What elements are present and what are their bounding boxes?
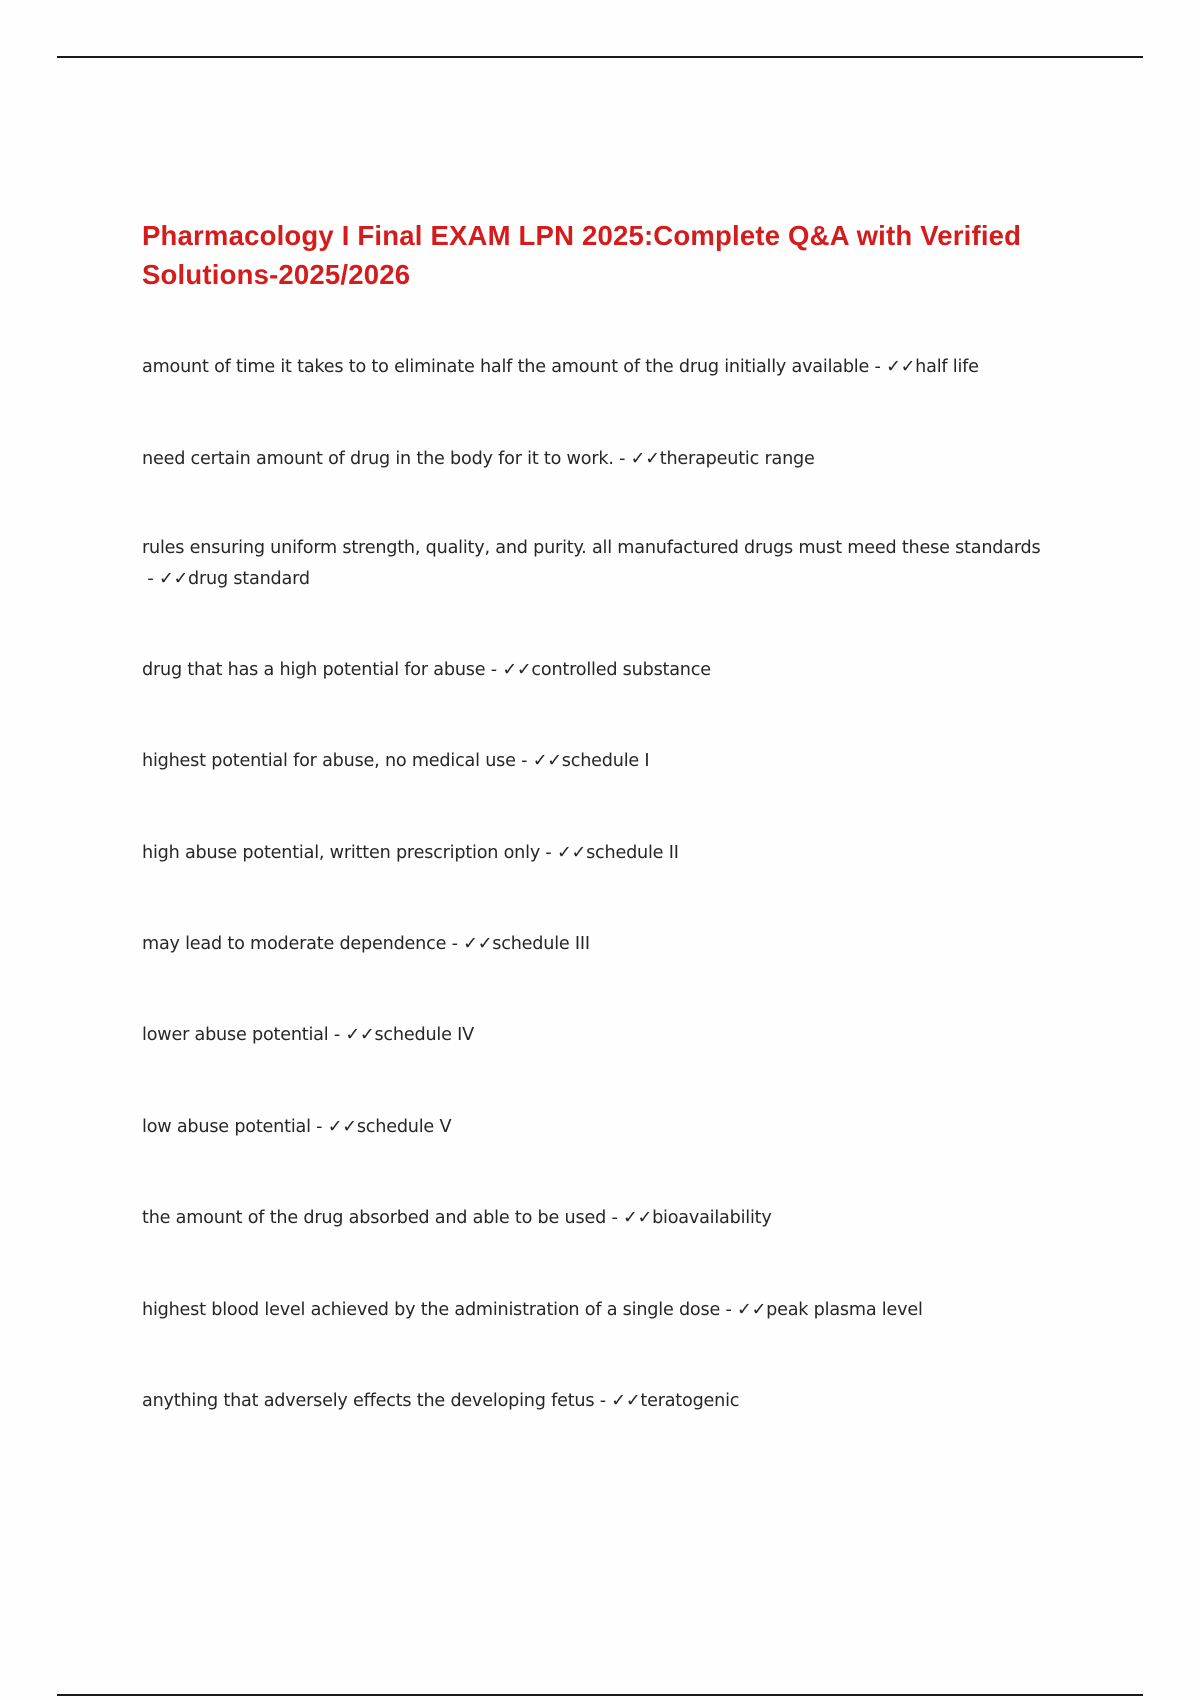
check-mark-icon: ✓✓	[737, 1300, 767, 1320]
question-text: rules ensuring uniform strength, quality, and purity. all manufactured drugs must meed these standards	[142, 538, 1041, 558]
question-text: need certain amount of drug in the body for it to work.	[142, 449, 614, 469]
separator: -	[869, 357, 887, 377]
qa-item	[142, 1112, 1072, 1143]
answer-text: schedule IV	[374, 1025, 474, 1045]
bottom-rule	[57, 1694, 1143, 1696]
check-mark-icon: ✓✓	[532, 751, 562, 771]
qa-item	[142, 1295, 1072, 1326]
check-mark-icon: ✓✓	[345, 1025, 375, 1045]
qa-item	[142, 1386, 1072, 1417]
separator: -	[720, 1300, 738, 1320]
document-title: Pharmacology I Final EXAM LPN 2025:Complete Q&A with Verified Solutions-2025/2026	[142, 220, 1022, 290]
question-text: low abuse potential	[142, 1117, 311, 1137]
check-mark-icon: ✓✓	[886, 357, 916, 377]
question-text: the amount of the drug absorbed and able to be used	[142, 1208, 607, 1228]
check-mark-icon: ✓✓	[622, 1208, 653, 1228]
answer-text: therapeutic range	[659, 449, 815, 469]
check-mark-icon: ✓✓	[463, 934, 493, 954]
check-mark-icon: ✓✓	[556, 843, 587, 863]
separator: -	[446, 934, 464, 954]
answer-text: schedule II	[586, 843, 679, 863]
qa-item	[142, 746, 1072, 777]
qa-item	[142, 444, 1072, 475]
question-text: amount of time it takes to to eliminate half the amount of the drug initially available	[142, 357, 870, 377]
answer-text: teratogenic	[640, 1391, 740, 1411]
qa-item	[142, 352, 1072, 383]
question-text: high abuse potential, written prescription only	[142, 843, 541, 863]
check-mark-icon: ✓✓	[502, 660, 532, 680]
separator: -	[606, 1208, 623, 1228]
answer-text: peak plasma level	[766, 1300, 923, 1320]
answer-text: schedule I	[561, 751, 650, 771]
qa-item	[142, 1020, 1072, 1051]
top-rule	[57, 56, 1143, 58]
answer-text: half life	[915, 357, 979, 377]
qa-item	[142, 838, 1072, 869]
separator: -	[515, 751, 533, 771]
question-text: lower abuse potential	[142, 1025, 329, 1045]
separator: -	[540, 843, 557, 863]
check-mark-icon: ✓✓	[630, 449, 660, 469]
qa-item	[142, 655, 1072, 686]
separator: -	[142, 569, 159, 589]
answer-text: drug standard	[188, 569, 310, 589]
question-text: anything that adversely effects the developing fetus	[142, 1391, 595, 1411]
separator: -	[613, 449, 631, 469]
question-text: highest blood level achieved by the administration of a single dose	[142, 1300, 721, 1320]
qa-item	[142, 1203, 1072, 1234]
question-text: highest potential for abuse, no medical use	[142, 751, 516, 771]
check-mark-icon: ✓✓	[158, 569, 189, 589]
qa-item	[142, 929, 1072, 960]
answer-text: schedule V	[356, 1117, 452, 1137]
separator: -	[328, 1025, 346, 1045]
qa-item	[142, 533, 1072, 595]
separator: -	[310, 1117, 328, 1137]
answer-text: controlled substance	[531, 660, 711, 680]
answer-text: bioavailability	[652, 1208, 772, 1228]
question-text: drug that has a high potential for abuse	[142, 660, 486, 680]
check-mark-icon: ✓✓	[327, 1117, 357, 1137]
check-mark-icon: ✓✓	[611, 1391, 641, 1411]
separator: -	[594, 1391, 612, 1411]
question-text: may lead to moderate dependence	[142, 934, 447, 954]
answer-text: schedule III	[492, 934, 590, 954]
separator: -	[485, 660, 503, 680]
